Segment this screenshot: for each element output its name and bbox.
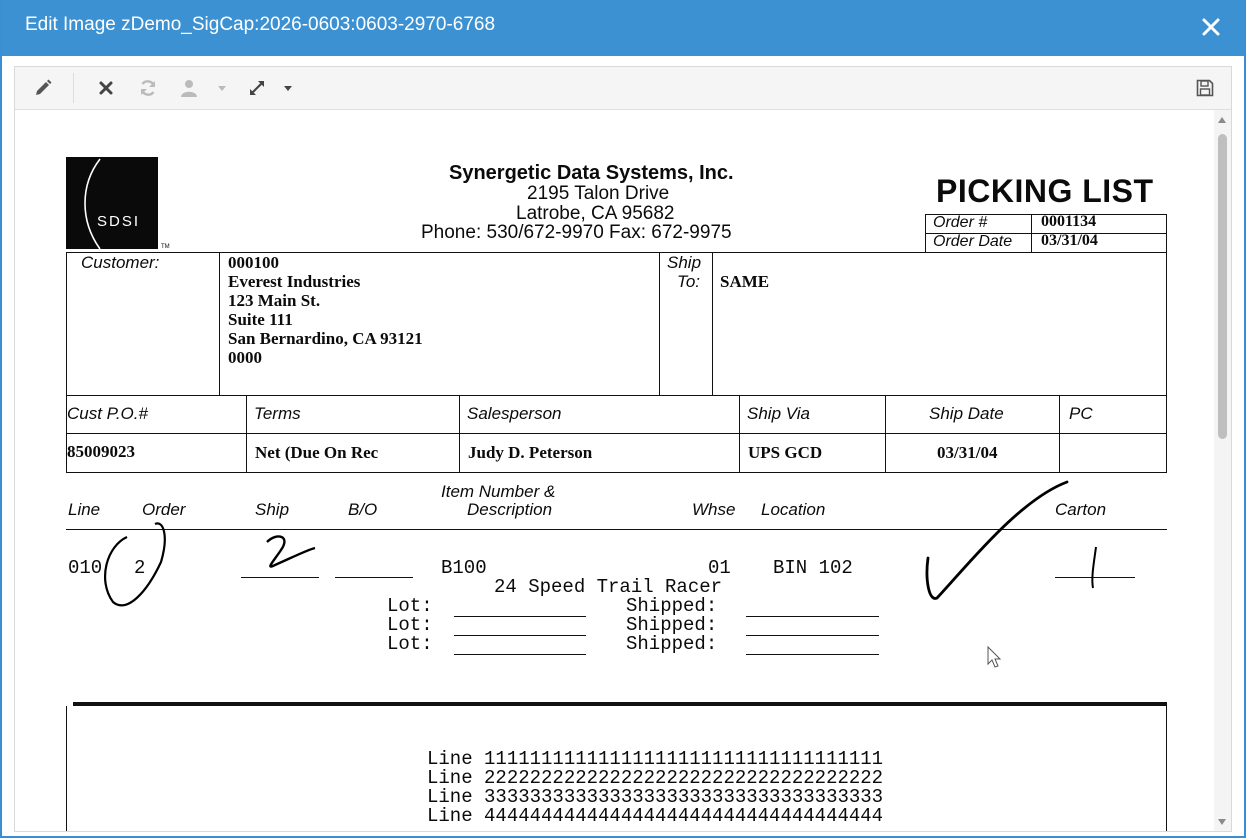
picking-list-document xyxy=(15,110,1215,832)
image-editor-panel xyxy=(14,66,1232,832)
close-icon[interactable] xyxy=(1198,14,1224,40)
ship-via-value: UPS GCD xyxy=(748,443,823,462)
dialog-titlebar xyxy=(2,0,1244,56)
col-order-label: Order xyxy=(142,500,186,519)
company-street: 2195 Talon Drive xyxy=(527,183,670,204)
footer-line-1: Line 11111111111111111111111111111111111 xyxy=(427,748,884,770)
scroll-down-icon[interactable] xyxy=(1218,819,1226,825)
item-whse: 01 xyxy=(708,557,731,579)
company-phone: Phone: 530/672-9970 Fax: 672-9975 xyxy=(421,222,732,243)
lot-label: Lot: xyxy=(387,595,433,617)
item-number: B100 xyxy=(441,557,487,579)
scroll-up-icon[interactable] xyxy=(1218,117,1226,123)
footer-line-4: Line 44444444444444444444444444444444444 xyxy=(427,805,884,827)
expand-icon[interactable] xyxy=(245,76,269,100)
ship-via-label: Ship Via xyxy=(747,404,811,423)
ship-date-value: 03/31/04 xyxy=(937,443,998,462)
refresh-icon[interactable] xyxy=(136,76,160,100)
shipped-label: Shipped: xyxy=(626,633,718,655)
col-whse-label: Whse xyxy=(692,500,736,519)
shipped-label: Shipped: xyxy=(626,614,718,636)
company-city: Latrobe, CA 95682 xyxy=(516,203,675,224)
ship-date-label: Ship Date xyxy=(929,404,1004,423)
ship-to-value: SAME xyxy=(720,272,770,291)
order-date-value: 03/31/04 xyxy=(1041,232,1098,249)
pc-label: PC xyxy=(1069,404,1093,423)
save-icon[interactable] xyxy=(1193,76,1217,100)
lot-label: Lot: xyxy=(387,633,433,655)
editor-toolbar xyxy=(15,67,1231,110)
pencil-icon[interactable] xyxy=(31,76,55,100)
col-ship-label: Ship xyxy=(255,500,290,519)
order-number-value: 0001134 xyxy=(1041,213,1097,230)
order-number-label: Order # xyxy=(933,214,988,231)
customer-city: San Bernardino, CA 93121 xyxy=(228,329,423,348)
order-circle-mark xyxy=(105,523,165,605)
image-viewport[interactable] xyxy=(15,110,1215,832)
toolbar-separator xyxy=(73,73,74,103)
salesperson-value: Judy D. Peterson xyxy=(468,443,593,462)
item-description: 24 Speed Trail Racer xyxy=(494,576,723,598)
customer-street: 123 Main St. xyxy=(228,291,321,310)
col-bo-label: B/O xyxy=(348,500,378,519)
caret-down-icon[interactable] xyxy=(281,76,295,100)
item-location: BIN 102 xyxy=(773,557,853,579)
ship-to-label-2: To: xyxy=(677,272,701,291)
cust-po-label: Cust P.O.# xyxy=(67,404,148,423)
logo-trademark: TM xyxy=(161,244,170,250)
item-line: 010 xyxy=(68,557,103,579)
user-icon[interactable] xyxy=(178,76,200,100)
caret-down-icon[interactable] xyxy=(215,76,229,100)
col-item-label-1: Item Number & xyxy=(441,482,556,501)
item-order-qty: 2 xyxy=(134,557,146,579)
terms-label: Terms xyxy=(254,404,301,423)
footer-line-2: Line 22222222222222222222222222222222222 xyxy=(427,767,884,789)
col-item-label-2: Description xyxy=(467,500,553,519)
company-name: Synergetic Data Systems, Inc. xyxy=(449,162,734,184)
footer-line-3: Line 33333333333333333333333333333333333 xyxy=(427,786,884,808)
customer-name: Everest Industries xyxy=(228,272,361,291)
salesperson-label: Salesperson xyxy=(467,404,562,423)
handwriting-marks xyxy=(15,110,1215,832)
mouse-cursor-icon xyxy=(988,647,1000,667)
dialog-title: Edit Image zDemo_SigCap:2026-0603:0603-2970-6768 xyxy=(25,14,496,35)
customer-id: 000100 xyxy=(228,253,279,272)
logo-text: SDSI xyxy=(97,213,141,230)
form-title: PICKING LIST xyxy=(936,173,1154,209)
col-location-label: Location xyxy=(761,500,826,519)
checkmark-handwriting xyxy=(927,482,1067,598)
scrollbar-thumb[interactable] xyxy=(1218,134,1227,439)
ship-to-label-1: Ship xyxy=(667,253,702,272)
customer-suite: Suite 111 xyxy=(228,310,293,329)
cust-po-value: 85009023 xyxy=(67,442,135,461)
col-carton-label: Carton xyxy=(1055,500,1107,519)
order-date-label: Order Date xyxy=(933,233,1013,250)
customer-label: Customer: xyxy=(81,253,160,272)
terms-value: Net (Due On Rec xyxy=(255,443,379,462)
ship-qty-handwriting xyxy=(267,536,315,566)
col-line-label: Line xyxy=(68,500,101,519)
lot-label: Lot: xyxy=(387,614,433,636)
vertical-scrollbar[interactable] xyxy=(1214,110,1231,832)
shipped-label: Shipped: xyxy=(626,595,718,617)
customer-extra: 0000 xyxy=(228,348,262,367)
carton-handwriting xyxy=(1092,547,1096,588)
times-icon[interactable] xyxy=(94,76,118,100)
